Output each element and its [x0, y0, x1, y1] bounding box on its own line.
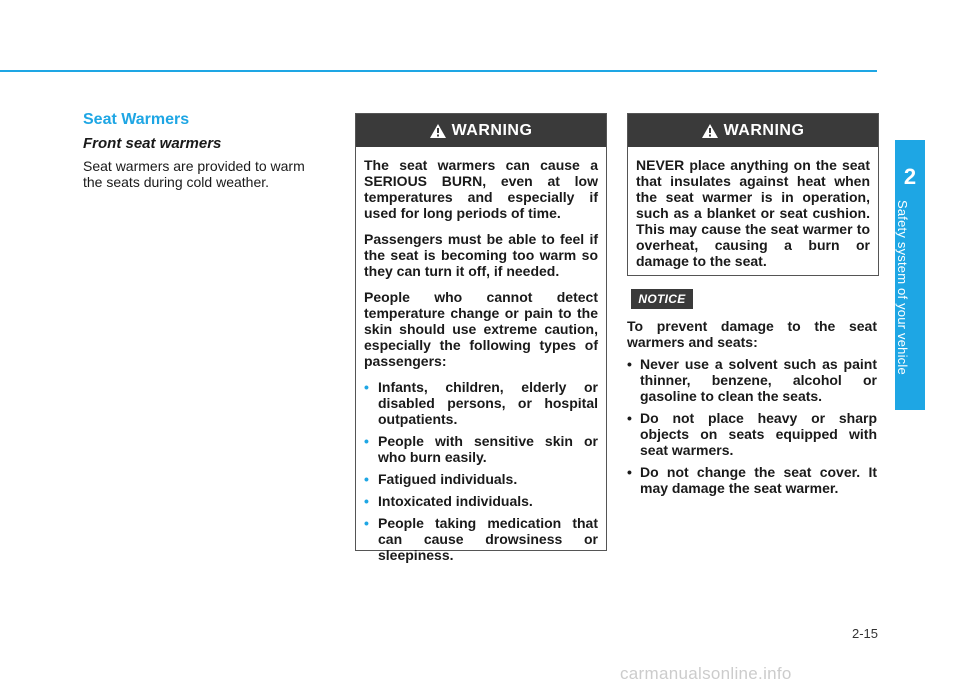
warning-header-label: WARNING: [723, 121, 805, 139]
notice-badge: NOTICE: [631, 289, 693, 309]
bullet-icon: •: [364, 515, 369, 531]
list-item: • Do not place heavy or sharp objects on seats equipped with seat warmers.: [627, 410, 877, 458]
list-item: • Infants, children, elderly or disabled persons, or hospital outpatients.: [364, 379, 598, 427]
bullet-icon: •: [364, 379, 369, 395]
section-title: Seat Warmers: [83, 111, 190, 128]
top-rule: [0, 70, 877, 72]
list-item: • Never use a solvent such as paint thinner, benzene, alcohol or gasoline to clean the seats.: [627, 356, 877, 404]
bullet-icon: •: [364, 471, 369, 487]
list-item: • Do not change the seat cover. It may damage the seat warmer.: [627, 464, 877, 496]
warning-triangle-icon: [702, 124, 718, 138]
list-item: • People taking medication that can cause drowsiness or sleepiness.: [364, 515, 598, 563]
warning-paragraph: The seat warmers can cause a SERIOUS BURN, even at low temperatures and especially if used for long periods of time.: [364, 157, 598, 221]
warning-paragraph: People who cannot detect temperature change or pain to the skin should use extreme caution, especially the following types of passengers:: [364, 289, 598, 369]
list-item: • People with sensitive skin or who burn easily.: [364, 433, 598, 465]
intro-column: [83, 111, 323, 190]
warning-box-burn: [355, 113, 607, 563]
chapter-title: Safety system of your vehicle: [895, 200, 910, 375]
section-subtitle: Front seat warmers: [83, 135, 222, 152]
warning-header-label: WARNING: [451, 121, 533, 139]
watermark: carmanualsonline.info: [620, 664, 792, 683]
chapter-number: 2: [903, 164, 917, 189]
section-body: Seat warmers are provided to warm the seats during cold weather.: [83, 158, 305, 190]
bullet-icon: •: [364, 433, 369, 449]
warning-triangle-icon: [430, 124, 446, 138]
notice-intro: To prevent damage to the seat warmers and seats:: [627, 318, 877, 350]
warning-body: [628, 147, 878, 277]
list-item: • Intoxicated individuals.: [364, 493, 533, 509]
warning-box-insulation: [627, 113, 879, 276]
warning-header: [628, 114, 878, 147]
list-item: • Fatigued individuals.: [364, 471, 518, 487]
bullet-icon: •: [627, 356, 632, 372]
bullet-icon: •: [627, 464, 632, 480]
warning-paragraph: NEVER place anything on the seat that insulates against heat when the seat warmer is in operation, such as a blanket or seat cushion. This may cause the seat warmer to overheat, causing a burn or damage to the seat.: [636, 157, 870, 269]
warning-body: [356, 147, 606, 577]
bullet-icon: •: [627, 410, 632, 426]
notice-bullet-list: [627, 356, 877, 496]
chapter-tab: [895, 140, 925, 410]
warning-bullet-list: [364, 379, 598, 563]
warning-header: [356, 114, 606, 147]
page-number: 2-15: [851, 626, 878, 641]
warning-paragraph: Passengers must be able to feel if the seat is becoming too warm so they can turn it off, if needed.: [364, 231, 598, 279]
notice-content: [627, 318, 877, 502]
bullet-icon: •: [364, 493, 369, 509]
